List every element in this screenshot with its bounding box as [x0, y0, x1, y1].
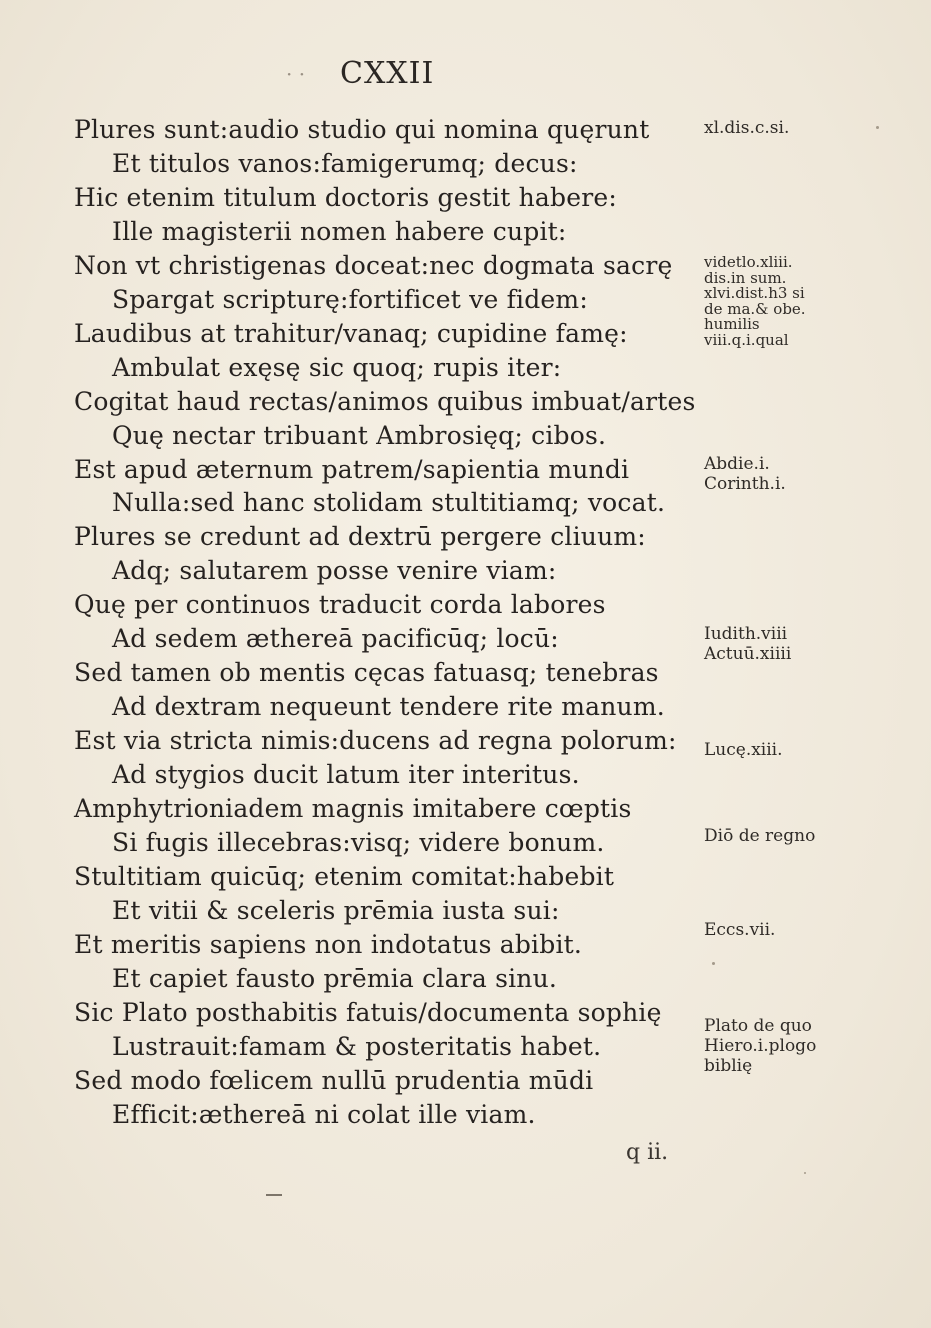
verse-line: Ambulat exęsę sic quoq; rupis iter:	[112, 352, 562, 382]
verse-line: Plures se credunt ad dextrū pergere cliuum:	[74, 522, 646, 552]
margin-note: Lucę.xiii.	[704, 740, 783, 760]
ornament-dot: · ·	[286, 62, 306, 86]
margin-note: Eccs.vii.	[704, 920, 776, 940]
verse-line: Ad sedem æthereā pacificūq; locū:	[112, 624, 559, 654]
verse-line: Laudibus at trahitur/vanaq; cupidine famę:	[74, 318, 628, 348]
verse-line: Et vitii & sceleris prēmia iusta sui:	[112, 895, 560, 925]
margin-note: Abdie.i.	[704, 454, 770, 474]
margin-note: dis.in sum.	[704, 268, 787, 287]
margin-note: Iudith.viii	[704, 624, 788, 644]
verse-line: Efficit:æthereā ni colat ille viam.	[112, 1099, 536, 1129]
verse-line: Plures sunt:audio studio qui nomina quęrunt	[74, 115, 650, 144]
verse-line: Amphytrioniadem magnis imitabere cœptis	[74, 794, 632, 823]
verse-line: Nulla:sed hanc stolidam stultitiamq; vocat.	[112, 488, 666, 518]
signature-mark: q ii.	[626, 1140, 669, 1165]
verse-line: Est apud æternum patrem/sapientia mundi	[74, 454, 630, 484]
verse-line: Sic Plato posthabitis fatuis/documenta sophię	[74, 997, 662, 1027]
margin-note: humilis	[704, 315, 760, 333]
verse-line: Non vt christigenas doceat:nec dogmata sacrę	[74, 250, 673, 280]
verse-line: Et meritis sapiens non indotatus abibit.	[74, 929, 583, 959]
margin-note: Actuū.xiiii	[704, 644, 792, 664]
verse-line: Spargat scripturę:fortificet ve fidem:	[112, 284, 588, 314]
folio-number: CXXII	[340, 56, 435, 91]
verse-line: Ille magisterii nomen habere cupit:	[112, 216, 567, 246]
margin-note: xl.dis.c.si.	[704, 118, 790, 138]
margin-note: Plato de quo	[704, 1016, 812, 1036]
verse-line: Si fugis illecebras:visq; videre bonum.	[112, 827, 605, 857]
margin-note: videtlo.xliii.	[704, 253, 793, 271]
verse-line: Ad stygios ducit latum iter interitus.	[112, 760, 580, 790]
paper-speck	[876, 126, 879, 129]
margin-note: biblię	[704, 1056, 753, 1076]
verse-line: Quę per continuos traducit corda labores	[74, 590, 606, 620]
margin-note: xlvi.dist.h3 si	[704, 284, 805, 302]
margin-note: viii.q.i.qual	[704, 330, 789, 349]
verse-line: Ad dextram nequeunt tendere rite manum.	[112, 692, 665, 722]
verse-line: Sed modo fœlicem nullū prudentia mūdi	[74, 1065, 594, 1095]
paper-speck	[804, 1172, 806, 1174]
verse-line: Cogitat haud rectas/animos quibus imbuat/artes	[74, 386, 696, 416]
paper-speck	[712, 962, 715, 965]
verse-line: Adq; salutarem posse venire viam:	[112, 556, 557, 586]
verse-line: Quę nectar tribuant Ambrosięq; cibos.	[112, 420, 607, 450]
verse-line: Stultitiam quicūq; etenim comitat:habebit	[74, 861, 615, 891]
paper-mark	[266, 1194, 282, 1196]
margin-note: Corinth.i.	[704, 474, 786, 494]
verse-line: Hic etenim titulum doctoris gestit habere:	[74, 182, 617, 212]
margin-note: Hiero.i.plogo	[704, 1036, 817, 1056]
verse-line: Et capiet fausto prēmia clara sinu.	[112, 963, 558, 993]
margin-note: Diō de regno	[704, 826, 816, 846]
verse-line: Lustrauit:famam & posteritatis habet.	[112, 1031, 602, 1061]
verse-line: Est via stricta nimis:ducens ad regna polorum:	[74, 726, 677, 756]
verse-line: Et titulos vanos:famigerumq; decus:	[112, 148, 578, 178]
verse-line: Sed tamen ob mentis cęcas fatuasq; tenebras	[74, 658, 659, 688]
margin-note: de ma.& obe.	[704, 299, 806, 318]
